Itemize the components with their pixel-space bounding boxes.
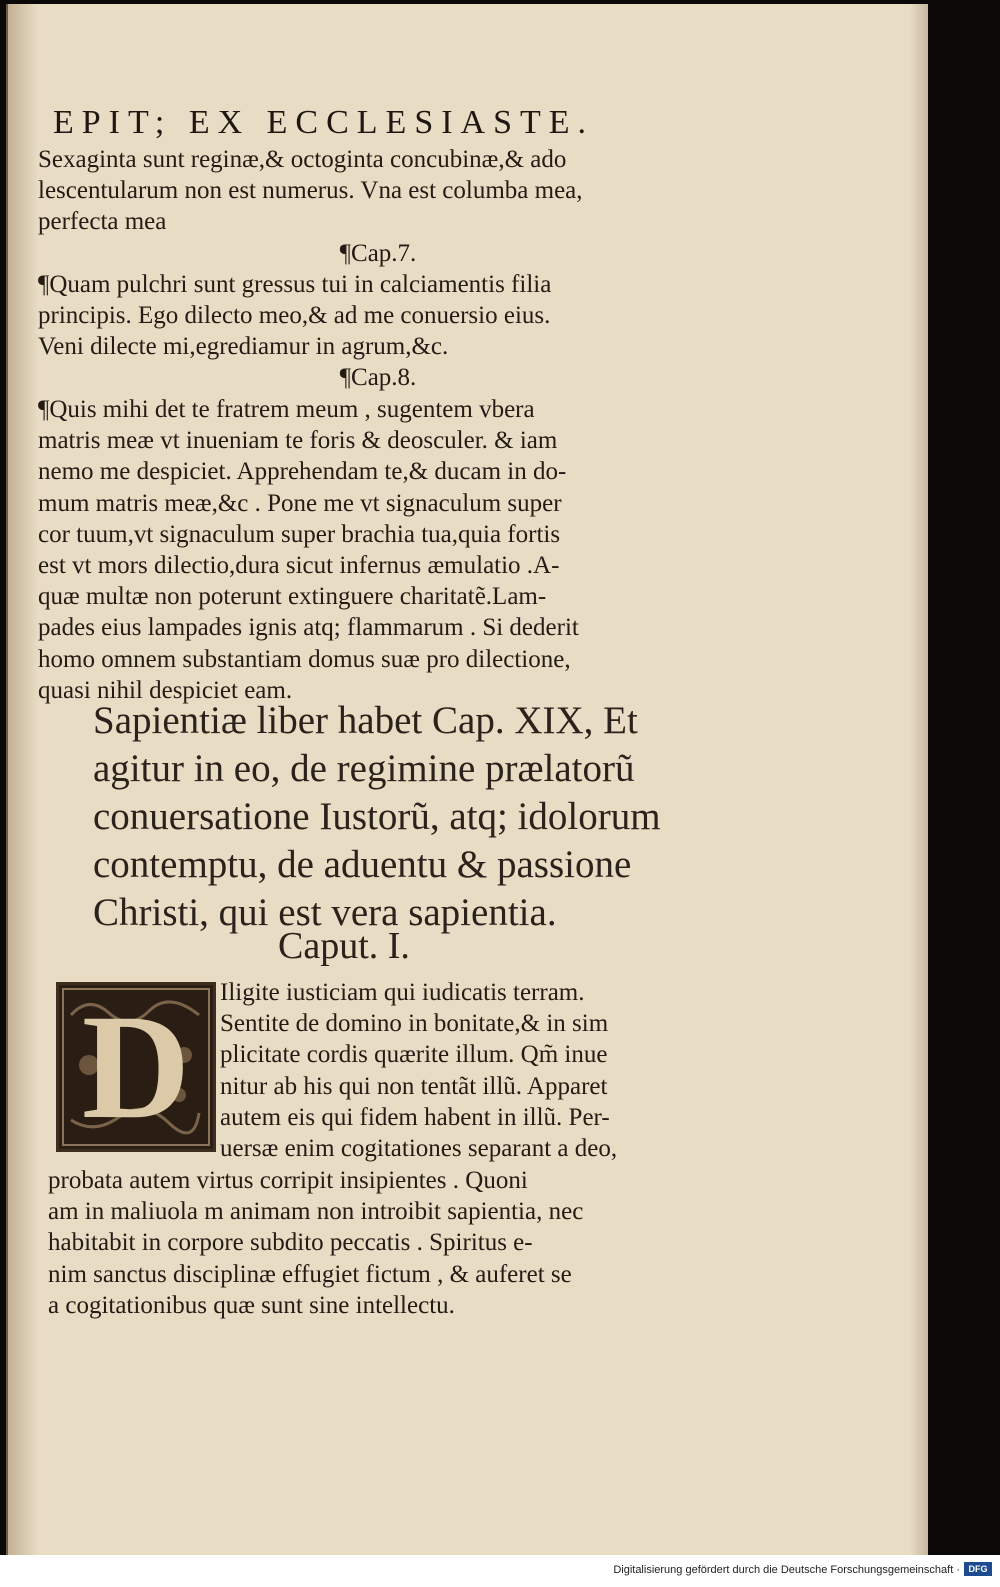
- text-line: Sentite de domino in bonitate,& in sim: [220, 1010, 609, 1038]
- text-line: plicitate cordis quærite illum. Qm̃ inue: [220, 1041, 608, 1069]
- decorated-initial: [56, 982, 216, 1152]
- book-heading: [93, 697, 733, 937]
- dfg-logo: DFG: [964, 1562, 992, 1576]
- text-line: cor tuum,vt signaculum super brachia tua,quia fortis: [38, 520, 561, 548]
- text-line: nitur ab his qui non tentãt illũ. Apparet: [220, 1072, 608, 1100]
- running-head: EPIT; EX ECCLESIASTE.: [53, 104, 595, 141]
- caput-label: Caput. I.: [278, 925, 410, 967]
- footer-credit: Digitalisierung gefördert durch die Deutsche Forschungsgemeinschaft ·: [613, 1564, 960, 1576]
- text-line: habitabit in corpore subdito peccatis . Spiritus e-: [48, 1229, 533, 1257]
- chapter-label: ¶Cap.8.: [339, 364, 417, 392]
- heading-line: Sapientiæ liber habet Cap. XIX, Et: [93, 699, 638, 742]
- heading-line: agitur in eo, de regimine prælatorũ: [93, 747, 635, 790]
- text-block-caput-beside-initial: [220, 977, 730, 1164]
- text-line: principis. Ego dilecto meo,& ad me conuersio eius.: [38, 301, 551, 329]
- text-line: pades eius lampades ignis atq; flammarum . Si dederit: [38, 614, 579, 642]
- text-line: lescentularum non est numerus. Vna est columba mea,: [38, 177, 583, 205]
- text-line: perfecta mea: [38, 208, 167, 236]
- text-line: quæ multæ non poterunt extinguere charitatẽ.Lam-: [38, 583, 547, 611]
- text-line: nim sanctus disciplinæ effugiet fictum , & auferet se: [48, 1260, 572, 1288]
- text-line: nemo me despiciet. Apprehendam te,& ducam in do-: [38, 458, 567, 486]
- initial-letter: D: [81, 984, 191, 1150]
- text-line: homo omnem substantiam domus suæ pro dilectione,: [38, 645, 571, 673]
- heading-line: Christi, qui est vera sapientia.: [93, 891, 557, 934]
- text-line: est vt mors dilectio,dura sicut infernus æmulatio .A-: [38, 551, 560, 579]
- text-line: Veni dilecte mi,egrediamur in agrum,&c.: [38, 333, 449, 361]
- heading-line: conuersatione Iustorũ, atq; idolorum: [93, 795, 661, 838]
- text-line: uersæ enim cogitationes separant a deo,: [220, 1134, 618, 1162]
- text-line: ¶Quam pulchri sunt gressus tui in calciamentis filia: [38, 270, 552, 298]
- text-line: am in maliuola m animam non introibit sapientia, nec: [48, 1198, 584, 1226]
- text-line: autem eis qui fidem habent in illũ. Per-: [220, 1103, 610, 1131]
- text-line: mum matris meæ,&c . Pone me vt signaculum super: [38, 489, 562, 517]
- text-line: probata autem virtus corripit insipientes . Quoni: [48, 1167, 528, 1194]
- text-line: Sexaginta sunt reginæ,& octoginta concubinæ,& ado: [38, 146, 567, 173]
- text-line: matris meæ vt inueniam te foris & deosculer. & iam: [38, 427, 558, 455]
- text-line: ¶Quis mihi det te fratrem meum , sugentem vbera: [38, 396, 535, 423]
- text-line: a cogitationibus quæ sunt sine intellectu.: [48, 1291, 455, 1319]
- footer-bar: [0, 1555, 1000, 1587]
- text-block-caput-continued: [48, 1165, 728, 1321]
- book-page: [6, 4, 928, 1555]
- text-line: Iligite iusticiam qui iudicatis terram.: [220, 979, 585, 1006]
- heading-line: contemptu, de aduentu & passione: [93, 843, 632, 886]
- text-block-song-of-songs: [38, 144, 718, 394]
- text-block-chapter-8: [38, 394, 718, 706]
- chapter-label: ¶Cap.7.: [339, 239, 417, 267]
- text-line: quasi nihil despiciet eam.: [38, 676, 293, 704]
